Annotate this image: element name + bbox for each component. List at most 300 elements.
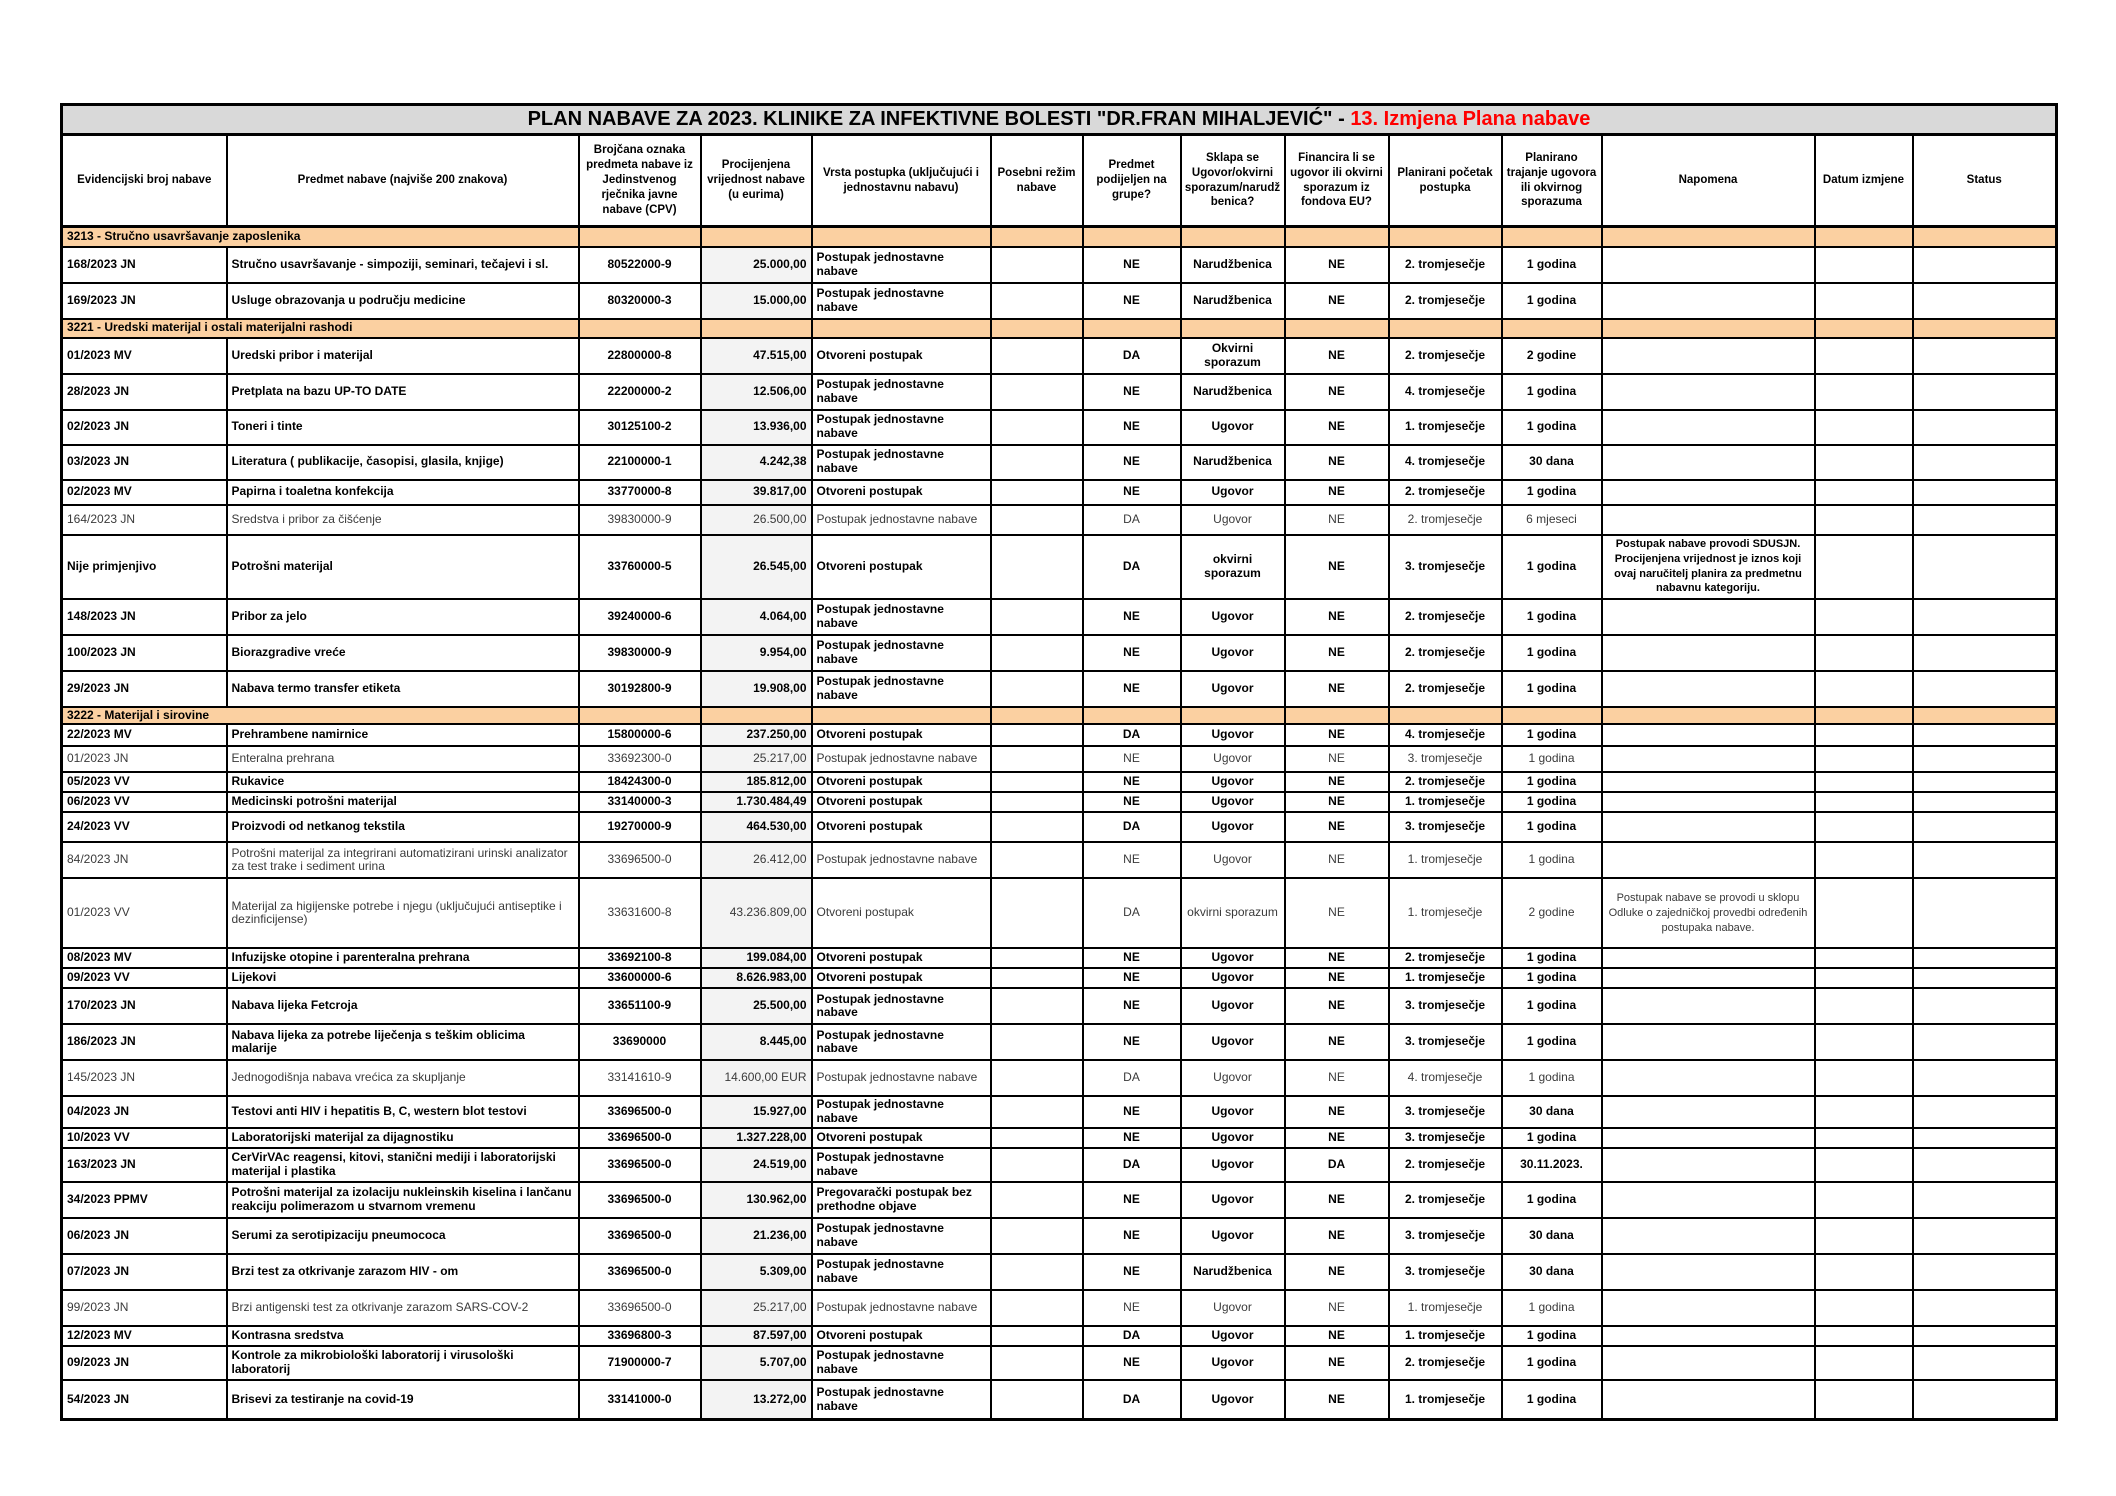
cell-vrsta-postupka: Otvoreni postupak	[812, 724, 991, 746]
column-header-posebni-rezim: Posebni režim nabave	[991, 135, 1083, 227]
cell-cpv: 30192800-9	[579, 671, 701, 707]
cell-planirani-pocetak: 3. tromjesečje	[1389, 812, 1502, 842]
cell-financira-eu: NE	[1285, 1380, 1389, 1420]
cell-napomena	[1602, 746, 1815, 772]
cell-sklapa-se: Ugovor	[1181, 948, 1285, 968]
cell-napomena	[1602, 1128, 1815, 1148]
cell-vrsta-postupka: Postupak jednostavne nabave	[812, 1096, 991, 1128]
section-empty-cell	[991, 227, 1083, 247]
column-header-status: Status	[1913, 135, 2057, 227]
cell-status	[1913, 1326, 2057, 1346]
cell-vrsta-postupka: Postupak jednostavne nabave	[812, 1148, 991, 1182]
cell-financira-eu: NE	[1285, 505, 1389, 535]
cell-financira-eu: NE	[1285, 842, 1389, 878]
cell-posebni-rezim	[991, 948, 1083, 968]
cell-posebni-rezim	[991, 410, 1083, 445]
cell-napomena	[1602, 505, 1815, 535]
cell-planirano-trajanje: 1 godina	[1502, 1060, 1602, 1096]
cell-datum-izmjene	[1815, 1096, 1913, 1128]
cell-financira-eu: NE	[1285, 599, 1389, 635]
cell-sklapa-se: Ugovor	[1181, 1346, 1285, 1380]
cell-cpv: 80320000-3	[579, 283, 701, 319]
cell-datum-izmjene	[1815, 1060, 1913, 1096]
table-row	[62, 1380, 2057, 1420]
column-header-napomena: Napomena	[1602, 135, 1815, 227]
cell-grupe: NE	[1083, 410, 1181, 445]
cell-financira-eu: NE	[1285, 1290, 1389, 1326]
cell-sklapa-se: Narudžbenica	[1181, 1254, 1285, 1290]
cell-planirani-pocetak: 2. tromjesečje	[1389, 480, 1502, 505]
cell-grupe: DA	[1083, 878, 1181, 948]
cell-status	[1913, 1024, 2057, 1060]
page-title-main: PLAN NABAVE ZA 2023. KLINIKE ZA INFEKTIVNE BOLESTI "DR.FRAN MIHALJEVIĆ" -	[527, 108, 1351, 130]
cell-grupe: NE	[1083, 1218, 1181, 1254]
cell-vrijednost: 9.954,00	[701, 635, 812, 671]
cell-cpv: 33696500-0	[579, 1148, 701, 1182]
cell-financira-eu: DA	[1285, 1148, 1389, 1182]
cell-evidencijski-broj: 22/2023 MV	[62, 724, 227, 746]
section-empty-cell	[1913, 707, 2057, 725]
column-header-grupe: Predmet podijeljen na grupe?	[1083, 135, 1181, 227]
cell-grupe: NE	[1083, 1254, 1181, 1290]
cell-planirano-trajanje: 2 godine	[1502, 878, 1602, 948]
cell-grupe: DA	[1083, 1148, 1181, 1182]
cell-sklapa-se: Ugovor	[1181, 1148, 1285, 1182]
cell-datum-izmjene	[1815, 1326, 1913, 1346]
table-row	[62, 410, 2057, 445]
cell-cpv: 33696500-0	[579, 1128, 701, 1148]
cell-posebni-rezim	[991, 247, 1083, 283]
cell-datum-izmjene	[1815, 338, 1913, 374]
cell-posebni-rezim	[991, 1346, 1083, 1380]
cell-financira-eu: NE	[1285, 247, 1389, 283]
cell-grupe: NE	[1083, 746, 1181, 772]
cell-vrijednost: 43.236.809,00	[701, 878, 812, 948]
cell-status	[1913, 599, 2057, 635]
cell-evidencijski-broj: 186/2023 JN	[62, 1024, 227, 1060]
column-header-sklapa-se: Sklapa se Ugovor/okvirni sporazum/narudžbenica?	[1181, 135, 1285, 227]
column-header-planirano-trajanje: Planirano trajanje ugovora ili okvirnog sporazuma	[1502, 135, 1602, 227]
cell-cpv: 33696500-0	[579, 1254, 701, 1290]
cell-status	[1913, 1096, 2057, 1128]
cell-posebni-rezim	[991, 535, 1083, 599]
cell-cpv: 80522000-9	[579, 247, 701, 283]
cell-posebni-rezim	[991, 1148, 1083, 1182]
cell-planirani-pocetak: 2. tromjesečje	[1389, 283, 1502, 319]
cell-cpv: 18424300-0	[579, 772, 701, 792]
cell-grupe: DA	[1083, 338, 1181, 374]
cell-predmet-nabave: Toneri i tinte	[227, 410, 579, 445]
cell-predmet-nabave: Infuzijske otopine i parenteralna prehrana	[227, 948, 579, 968]
cell-status	[1913, 535, 2057, 599]
cell-planirano-trajanje: 1 godina	[1502, 1346, 1602, 1380]
cell-cpv: 33696500-0	[579, 842, 701, 878]
cell-vrijednost: 8.626.983,00	[701, 968, 812, 988]
cell-predmet-nabave: Sredstva i pribor za čišćenje	[227, 505, 579, 535]
cell-vrsta-postupka: Postupak jednostavne nabave	[812, 1346, 991, 1380]
cell-status	[1913, 374, 2057, 410]
section-empty-cell	[1083, 227, 1181, 247]
cell-grupe: NE	[1083, 968, 1181, 988]
cell-vrsta-postupka: Postupak jednostavne nabave	[812, 988, 991, 1024]
cell-financira-eu: NE	[1285, 792, 1389, 812]
cell-sklapa-se: okvirni sporazum	[1181, 535, 1285, 599]
cell-napomena	[1602, 772, 1815, 792]
cell-posebni-rezim	[991, 724, 1083, 746]
cell-vrijednost: 19.908,00	[701, 671, 812, 707]
cell-napomena	[1602, 1326, 1815, 1346]
cell-planirani-pocetak: 1. tromjesečje	[1389, 968, 1502, 988]
cell-planirano-trajanje: 30 dana	[1502, 1096, 1602, 1128]
cell-vrsta-postupka: Postupak jednostavne nabave	[812, 599, 991, 635]
section-row	[62, 707, 2057, 725]
cell-predmet-nabave: Materijal za higijenske potrebe i njegu (uključujući antiseptike i dezinficijense)	[227, 878, 579, 948]
cell-financira-eu: NE	[1285, 671, 1389, 707]
cell-status	[1913, 247, 2057, 283]
cell-cpv: 19270000-9	[579, 812, 701, 842]
section-row	[62, 227, 2057, 247]
cell-vrijednost: 14.600,00 EUR	[701, 1060, 812, 1096]
cell-sklapa-se: Ugovor	[1181, 1096, 1285, 1128]
cell-grupe: NE	[1083, 988, 1181, 1024]
cell-napomena: Postupak nabave provodi SDUSJN. Procijenjena vrijednost je iznos koji ovaj naručitelj planira za predmetnu nabavnu kategoriju.	[1602, 535, 1815, 599]
cell-grupe: NE	[1083, 635, 1181, 671]
cell-vrsta-postupka: Postupak jednostavne nabave	[812, 635, 991, 671]
cell-napomena	[1602, 480, 1815, 505]
cell-status	[1913, 1290, 2057, 1326]
cell-datum-izmjene	[1815, 671, 1913, 707]
cell-posebni-rezim	[991, 842, 1083, 878]
section-empty-cell	[1602, 227, 1815, 247]
cell-posebni-rezim	[991, 445, 1083, 480]
cell-planirano-trajanje: 1 godina	[1502, 283, 1602, 319]
table-row	[62, 1346, 2057, 1380]
cell-predmet-nabave: Literatura ( publikacije, časopisi, glasila, knjige)	[227, 445, 579, 480]
cell-cpv: 33600000-6	[579, 968, 701, 988]
cell-evidencijski-broj: 09/2023 JN	[62, 1346, 227, 1380]
cell-sklapa-se: Narudžbenica	[1181, 247, 1285, 283]
section-empty-cell	[1815, 227, 1913, 247]
cell-datum-izmjene	[1815, 480, 1913, 505]
cell-grupe: NE	[1083, 1024, 1181, 1060]
table-row	[62, 1128, 2057, 1148]
cell-status	[1913, 1254, 2057, 1290]
cell-datum-izmjene	[1815, 1218, 1913, 1254]
cell-vrsta-postupka: Otvoreni postupak	[812, 535, 991, 599]
section-empty-cell	[1285, 319, 1389, 338]
cell-napomena	[1602, 1254, 1815, 1290]
cell-datum-izmjene	[1815, 1290, 1913, 1326]
cell-planirani-pocetak: 3. tromjesečje	[1389, 1254, 1502, 1290]
cell-grupe: DA	[1083, 505, 1181, 535]
cell-sklapa-se: Narudžbenica	[1181, 374, 1285, 410]
cell-status	[1913, 724, 2057, 746]
cell-vrijednost: 25.000,00	[701, 247, 812, 283]
cell-planirano-trajanje: 1 godina	[1502, 247, 1602, 283]
cell-vrijednost: 87.597,00	[701, 1326, 812, 1346]
cell-datum-izmjene	[1815, 1182, 1913, 1218]
cell-planirani-pocetak: 1. tromjesečje	[1389, 878, 1502, 948]
table-row	[62, 374, 2057, 410]
cell-financira-eu: NE	[1285, 988, 1389, 1024]
cell-planirano-trajanje: 1 godina	[1502, 842, 1602, 878]
cell-planirano-trajanje: 6 mjeseci	[1502, 505, 1602, 535]
cell-sklapa-se: Ugovor	[1181, 842, 1285, 878]
cell-vrsta-postupka: Otvoreni postupak	[812, 338, 991, 374]
section-empty-cell	[701, 319, 812, 338]
cell-predmet-nabave: Laboratorijski materijal za dijagnostiku	[227, 1128, 579, 1148]
cell-posebni-rezim	[991, 338, 1083, 374]
cell-posebni-rezim	[991, 1182, 1083, 1218]
cell-cpv: 33141000-0	[579, 1380, 701, 1420]
cell-evidencijski-broj: 164/2023 JN	[62, 505, 227, 535]
cell-status	[1913, 338, 2057, 374]
cell-evidencijski-broj: 29/2023 JN	[62, 671, 227, 707]
cell-napomena	[1602, 1182, 1815, 1218]
cell-financira-eu: NE	[1285, 772, 1389, 792]
cell-predmet-nabave: Kontrasna sredstva	[227, 1326, 579, 1346]
cell-sklapa-se: Ugovor	[1181, 635, 1285, 671]
cell-predmet-nabave: Nabava lijeka Fetcroja	[227, 988, 579, 1024]
column-header-predmet-nabave: Predmet nabave (najviše 200 znakova)	[227, 135, 579, 227]
cell-planirano-trajanje: 1 godina	[1502, 1326, 1602, 1346]
cell-evidencijski-broj: 01/2023 JN	[62, 746, 227, 772]
cell-cpv: 33770000-8	[579, 480, 701, 505]
cell-sklapa-se: Ugovor	[1181, 746, 1285, 772]
cell-predmet-nabave: Prehrambene namirnice	[227, 724, 579, 746]
section-empty-cell	[1181, 227, 1285, 247]
cell-sklapa-se: Ugovor	[1181, 772, 1285, 792]
cell-planirani-pocetak: 3. tromjesečje	[1389, 746, 1502, 772]
cell-sklapa-se: Ugovor	[1181, 505, 1285, 535]
cell-vrijednost: 15.927,00	[701, 1096, 812, 1128]
cell-financira-eu: NE	[1285, 445, 1389, 480]
cell-vrsta-postupka: Postupak jednostavne nabave	[812, 374, 991, 410]
section-row	[62, 319, 2057, 338]
cell-evidencijski-broj: 54/2023 JN	[62, 1380, 227, 1420]
cell-financira-eu: NE	[1285, 410, 1389, 445]
cell-planirani-pocetak: 4. tromjesečje	[1389, 374, 1502, 410]
cell-predmet-nabave: Serumi za serotipizaciju pneumococa	[227, 1218, 579, 1254]
cell-cpv: 33696500-0	[579, 1290, 701, 1326]
cell-sklapa-se: Ugovor	[1181, 812, 1285, 842]
cell-sklapa-se: Ugovor	[1181, 480, 1285, 505]
cell-evidencijski-broj: 05/2023 VV	[62, 772, 227, 792]
cell-sklapa-se: Ugovor	[1181, 968, 1285, 988]
cell-napomena	[1602, 1060, 1815, 1096]
cell-planirani-pocetak: 3. tromjesečje	[1389, 988, 1502, 1024]
cell-cpv: 33692100-8	[579, 948, 701, 968]
cell-vrijednost: 26.500,00	[701, 505, 812, 535]
cell-grupe: DA	[1083, 535, 1181, 599]
cell-planirani-pocetak: 2. tromjesečje	[1389, 671, 1502, 707]
cell-vrijednost: 25.217,00	[701, 1290, 812, 1326]
cell-datum-izmjene	[1815, 247, 1913, 283]
cell-planirani-pocetak: 2. tromjesečje	[1389, 1148, 1502, 1182]
cell-sklapa-se: Okvirni sporazum	[1181, 338, 1285, 374]
cell-status	[1913, 968, 2057, 988]
cell-sklapa-se: Ugovor	[1181, 1182, 1285, 1218]
cell-planirani-pocetak: 3. tromjesečje	[1389, 1128, 1502, 1148]
cell-napomena	[1602, 1148, 1815, 1182]
cell-vrsta-postupka: Otvoreni postupak	[812, 948, 991, 968]
cell-evidencijski-broj: 09/2023 VV	[62, 968, 227, 988]
section-label: 3222 - Materijal i sirovine	[62, 707, 579, 725]
column-header-cpv: Brojčana oznaka predmeta nabave iz Jedinstvenog rječnika javne nabave (CPV)	[579, 135, 701, 227]
cell-predmet-nabave: Usluge obrazovanja u području medicine	[227, 283, 579, 319]
section-empty-cell	[1913, 319, 2057, 338]
table-row	[62, 1182, 2057, 1218]
cell-napomena	[1602, 671, 1815, 707]
cell-vrijednost: 4.064,00	[701, 599, 812, 635]
cell-predmet-nabave: CerVirVAc reagensi, kitovi, stanični mediji i laboratorijski materijal i plastika	[227, 1148, 579, 1182]
cell-vrijednost: 8.445,00	[701, 1024, 812, 1060]
cell-predmet-nabave: Jednogodišnja nabava vrećica za skupljanje	[227, 1060, 579, 1096]
cell-grupe: NE	[1083, 1096, 1181, 1128]
cell-napomena	[1602, 1380, 1815, 1420]
table-row	[62, 1218, 2057, 1254]
cell-vrijednost: 237.250,00	[701, 724, 812, 746]
cell-sklapa-se: Narudžbenica	[1181, 283, 1285, 319]
section-empty-cell	[1913, 227, 2057, 247]
cell-predmet-nabave: Rukavice	[227, 772, 579, 792]
cell-planirano-trajanje: 2 godine	[1502, 338, 1602, 374]
cell-datum-izmjene	[1815, 283, 1913, 319]
cell-predmet-nabave: Potrošni materijal	[227, 535, 579, 599]
cell-napomena	[1602, 635, 1815, 671]
table-row	[62, 988, 2057, 1024]
cell-status	[1913, 1128, 2057, 1148]
table-row	[62, 247, 2057, 283]
cell-posebni-rezim	[991, 746, 1083, 772]
section-empty-cell	[579, 319, 701, 338]
cell-posebni-rezim	[991, 1254, 1083, 1290]
cell-posebni-rezim	[991, 599, 1083, 635]
cell-datum-izmjene	[1815, 842, 1913, 878]
section-label: 3221 - Uredski materijal i ostali materijalni rashodi	[62, 319, 579, 338]
section-empty-cell	[991, 319, 1083, 338]
cell-financira-eu: NE	[1285, 1346, 1389, 1380]
cell-cpv: 39830000-9	[579, 505, 701, 535]
cell-planirani-pocetak: 2. tromjesečje	[1389, 772, 1502, 792]
cell-vrsta-postupka: Otvoreni postupak	[812, 812, 991, 842]
cell-vrsta-postupka: Postupak jednostavne nabave	[812, 746, 991, 772]
cell-napomena	[1602, 410, 1815, 445]
cell-sklapa-se: Ugovor	[1181, 671, 1285, 707]
section-label: 3213 - Stručno usavršavanje zaposlenika	[62, 227, 579, 247]
cell-predmet-nabave: Testovi anti HIV i hepatitis B, C, western blot testovi	[227, 1096, 579, 1128]
table-row	[62, 812, 2057, 842]
section-empty-cell	[701, 707, 812, 725]
section-empty-cell	[1602, 319, 1815, 338]
cell-grupe: NE	[1083, 792, 1181, 812]
cell-planirani-pocetak: 4. tromjesečje	[1389, 445, 1502, 480]
table-row	[62, 968, 2057, 988]
cell-vrijednost: 13.272,00	[701, 1380, 812, 1420]
cell-datum-izmjene	[1815, 772, 1913, 792]
cell-financira-eu: NE	[1285, 1024, 1389, 1060]
column-header-planirani-pocetak: Planirani početak postupka	[1389, 135, 1502, 227]
cell-datum-izmjene	[1815, 746, 1913, 772]
cell-sklapa-se: Ugovor	[1181, 1060, 1285, 1096]
cell-napomena	[1602, 1218, 1815, 1254]
cell-grupe: NE	[1083, 247, 1181, 283]
cell-financira-eu: NE	[1285, 1218, 1389, 1254]
section-empty-cell	[1502, 227, 1602, 247]
cell-evidencijski-broj: 145/2023 JN	[62, 1060, 227, 1096]
section-empty-cell	[812, 227, 991, 247]
cell-planirano-trajanje: 1 godina	[1502, 1290, 1602, 1326]
cell-sklapa-se: Ugovor	[1181, 1380, 1285, 1420]
cell-evidencijski-broj: 12/2023 MV	[62, 1326, 227, 1346]
cell-planirani-pocetak: 2. tromjesečje	[1389, 505, 1502, 535]
cell-status	[1913, 792, 2057, 812]
cell-posebni-rezim	[991, 374, 1083, 410]
cell-planirano-trajanje: 1 godina	[1502, 772, 1602, 792]
cell-napomena	[1602, 724, 1815, 746]
cell-posebni-rezim	[991, 505, 1083, 535]
cell-evidencijski-broj: 06/2023 JN	[62, 1218, 227, 1254]
cell-posebni-rezim	[991, 1290, 1083, 1326]
procurement-plan-sheet	[60, 103, 2055, 1421]
cell-posebni-rezim	[991, 792, 1083, 812]
cell-evidencijski-broj: Nije primjenjivo	[62, 535, 227, 599]
cell-sklapa-se: Ugovor	[1181, 1218, 1285, 1254]
title-row	[62, 105, 2057, 135]
cell-grupe: NE	[1083, 1346, 1181, 1380]
column-header-vrsta-postupka: Vrsta postupka (uključujući i jednostavnu nabavu)	[812, 135, 991, 227]
cell-datum-izmjene	[1815, 1024, 1913, 1060]
cell-grupe: DA	[1083, 1380, 1181, 1420]
section-empty-cell	[1389, 319, 1502, 338]
cell-vrsta-postupka: Otvoreni postupak	[812, 772, 991, 792]
cell-evidencijski-broj: 02/2023 JN	[62, 410, 227, 445]
cell-evidencijski-broj: 07/2023 JN	[62, 1254, 227, 1290]
cell-posebni-rezim	[991, 671, 1083, 707]
cell-vrijednost: 25.500,00	[701, 988, 812, 1024]
cell-datum-izmjene	[1815, 445, 1913, 480]
cell-evidencijski-broj: 24/2023 VV	[62, 812, 227, 842]
cell-financira-eu: NE	[1285, 635, 1389, 671]
table-row	[62, 338, 2057, 374]
cell-predmet-nabave: Pribor za jelo	[227, 599, 579, 635]
cell-status	[1913, 480, 2057, 505]
cell-planirani-pocetak: 1. tromjesečje	[1389, 1380, 1502, 1420]
cell-cpv: 22200000-2	[579, 374, 701, 410]
section-empty-cell	[1083, 707, 1181, 725]
cell-planirani-pocetak: 2. tromjesečje	[1389, 1346, 1502, 1380]
cell-sklapa-se: Ugovor	[1181, 1290, 1285, 1326]
column-header-datum-izmjene: Datum izmjene	[1815, 135, 1913, 227]
cell-status	[1913, 283, 2057, 319]
cell-financira-eu: NE	[1285, 1326, 1389, 1346]
cell-cpv: 39240000-6	[579, 599, 701, 635]
cell-vrsta-postupka: Otvoreni postupak	[812, 1128, 991, 1148]
cell-cpv: 33631600-8	[579, 878, 701, 948]
cell-napomena	[1602, 792, 1815, 812]
cell-posebni-rezim	[991, 878, 1083, 948]
cell-sklapa-se: Narudžbenica	[1181, 445, 1285, 480]
cell-status	[1913, 410, 2057, 445]
cell-financira-eu: NE	[1285, 283, 1389, 319]
cell-napomena	[1602, 247, 1815, 283]
cell-evidencijski-broj: 28/2023 JN	[62, 374, 227, 410]
table-row	[62, 283, 2057, 319]
cell-vrsta-postupka: Postupak jednostavne nabave	[812, 283, 991, 319]
cell-evidencijski-broj: 99/2023 JN	[62, 1290, 227, 1326]
section-empty-cell	[1389, 707, 1502, 725]
cell-planirani-pocetak: 1. tromjesečje	[1389, 1326, 1502, 1346]
